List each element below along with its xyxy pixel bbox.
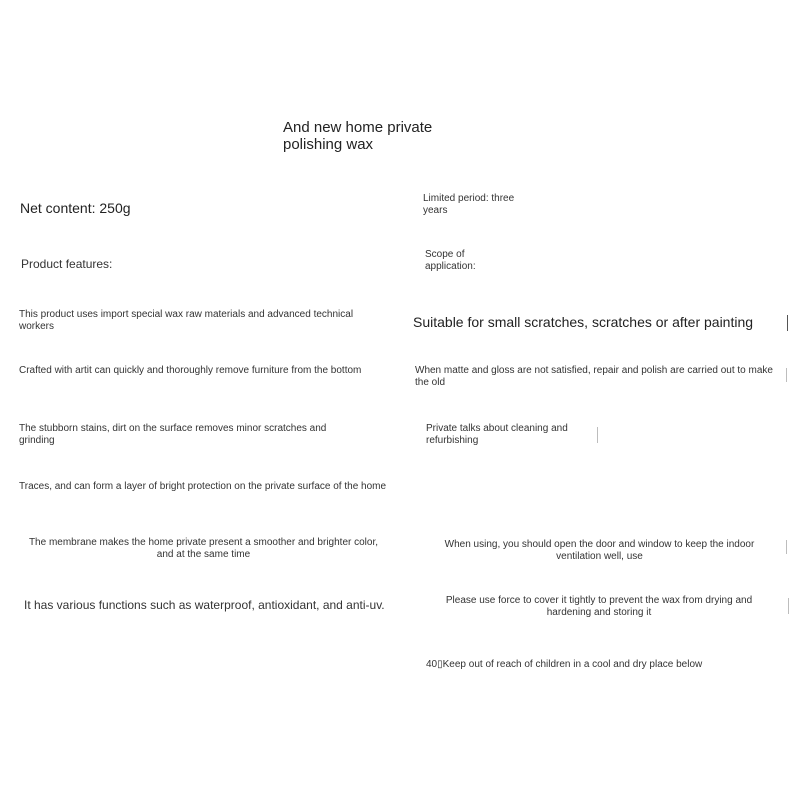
feature-line-5: The membrane makes the home private present a smoother and brighter color, and at the same time <box>28 537 379 560</box>
scope-heading: Scope of application: <box>425 249 476 272</box>
usage-cover: Please use force to cover it tightly to prevent the wax from drying and hardening and storing it <box>445 595 753 618</box>
scope-main: Suitable for small scratches, scratches or after painting <box>413 314 754 330</box>
edge-artifact <box>786 368 787 382</box>
edge-artifact <box>786 540 787 554</box>
usage-storage: 40▯Keep out of reach of children in a cool and dry place below <box>426 659 703 670</box>
feature-line-1: This product uses import special wax raw materials and advanced technical workers <box>19 309 354 332</box>
edge-artifact <box>597 427 598 443</box>
product-title: And new home private polishing wax <box>283 119 433 153</box>
features-heading: Product features: <box>21 257 113 271</box>
limited-period: Limited period: three years <box>423 193 515 216</box>
net-content: Net content: 250g <box>20 200 131 216</box>
feature-line-6: It has various functions such as waterproof, antioxidant, and anti-uv. <box>24 598 385 612</box>
scope-private: Private talks about cleaning and refurbishing <box>426 423 568 446</box>
feature-line-2: Crafted with artit can quickly and thoroughly remove furniture from the bottom <box>19 365 362 376</box>
edge-artifact <box>787 315 788 331</box>
feature-line-4: Traces, and can form a layer of bright protection on the private surface of the home <box>19 481 387 492</box>
usage-ventilation: When using, you should open the door and window to keep the indoor ventilation well, use <box>444 539 755 562</box>
scope-repair: When matte and gloss are not satisfied, repair and polish are carried out to make the old <box>415 365 773 388</box>
edge-artifact <box>788 598 789 614</box>
feature-line-3: The stubborn stains, dirt on the surface removes minor scratches and grinding <box>19 423 327 446</box>
